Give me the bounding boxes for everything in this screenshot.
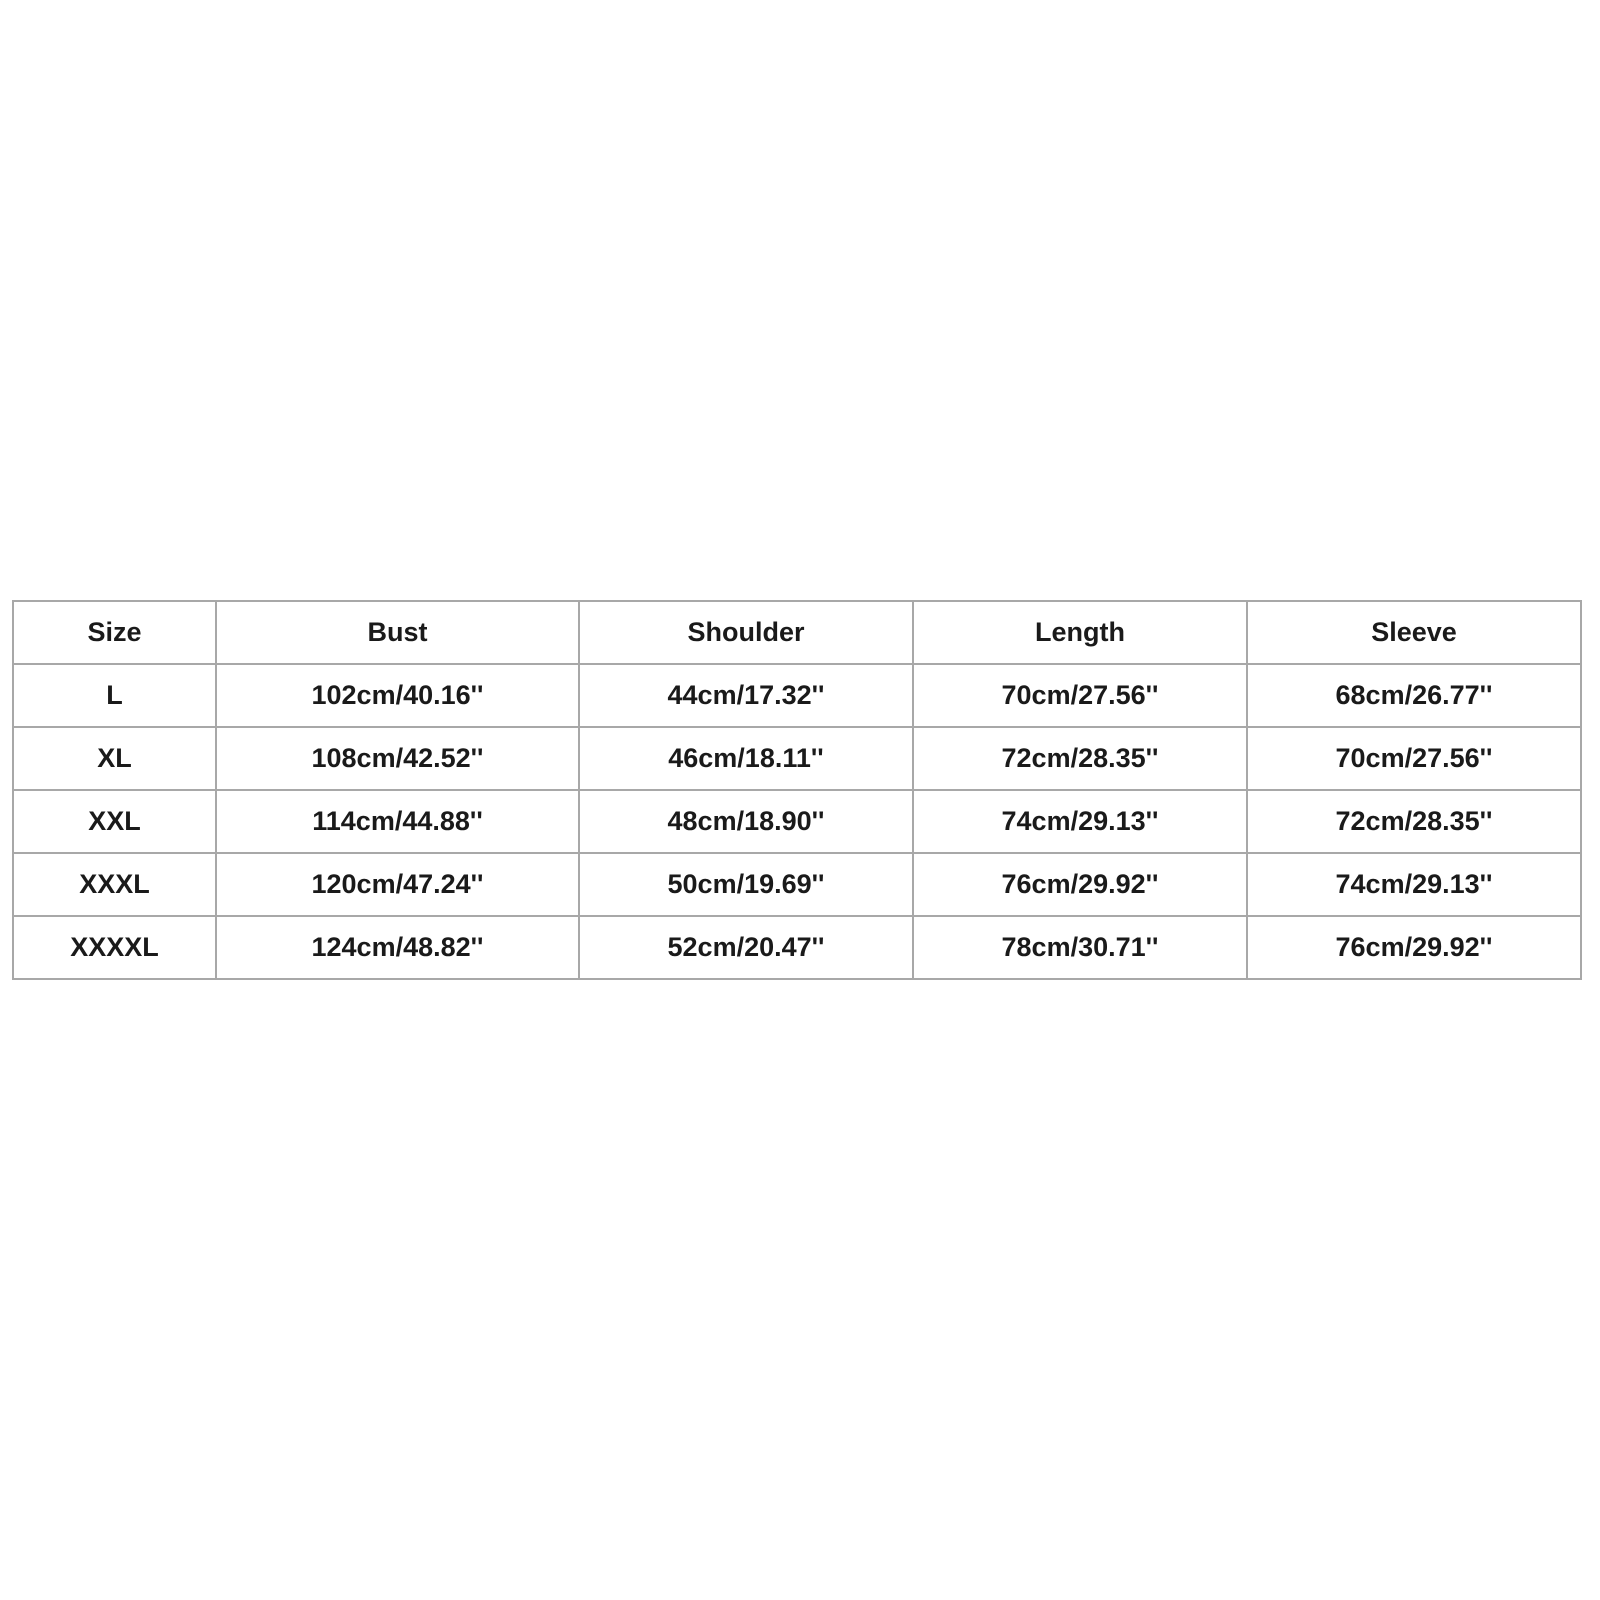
table-header-row — [13, 601, 1581, 664]
table-row — [13, 790, 1581, 853]
cell-length: 72cm/28.35'' — [913, 727, 1247, 790]
cell-shoulder: 46cm/18.11'' — [579, 727, 913, 790]
cell-sleeve: 68cm/26.77'' — [1247, 664, 1581, 727]
cell-length: 78cm/30.71'' — [913, 916, 1247, 979]
cell-sleeve: 74cm/29.13'' — [1247, 853, 1581, 916]
cell-size: XXL — [13, 790, 216, 853]
cell-length: 70cm/27.56'' — [913, 664, 1247, 727]
cell-length: 76cm/29.92'' — [913, 853, 1247, 916]
cell-size: XL — [13, 727, 216, 790]
cell-sleeve: 72cm/28.35'' — [1247, 790, 1581, 853]
cell-bust: 114cm/44.88'' — [216, 790, 579, 853]
table-row — [13, 916, 1581, 979]
cell-sleeve: 70cm/27.56'' — [1247, 727, 1581, 790]
cell-bust: 124cm/48.82'' — [216, 916, 579, 979]
table-row — [13, 853, 1581, 916]
cell-shoulder: 52cm/20.47'' — [579, 916, 913, 979]
cell-bust: 102cm/40.16'' — [216, 664, 579, 727]
header-size: Size — [13, 601, 216, 664]
cell-bust: 120cm/47.24'' — [216, 853, 579, 916]
cell-shoulder: 44cm/17.32'' — [579, 664, 913, 727]
cell-bust: 108cm/42.52'' — [216, 727, 579, 790]
cell-length: 74cm/29.13'' — [913, 790, 1247, 853]
header-length: Length — [913, 601, 1247, 664]
header-shoulder: Shoulder — [579, 601, 913, 664]
table-row — [13, 664, 1581, 727]
size-chart-table — [12, 600, 1582, 980]
table-row — [13, 727, 1581, 790]
header-bust: Bust — [216, 601, 579, 664]
header-sleeve: Sleeve — [1247, 601, 1581, 664]
cell-sleeve: 76cm/29.92'' — [1247, 916, 1581, 979]
cell-shoulder: 48cm/18.90'' — [579, 790, 913, 853]
cell-shoulder: 50cm/19.69'' — [579, 853, 913, 916]
cell-size: XXXL — [13, 853, 216, 916]
cell-size: XXXXL — [13, 916, 216, 979]
cell-size: L — [13, 664, 216, 727]
